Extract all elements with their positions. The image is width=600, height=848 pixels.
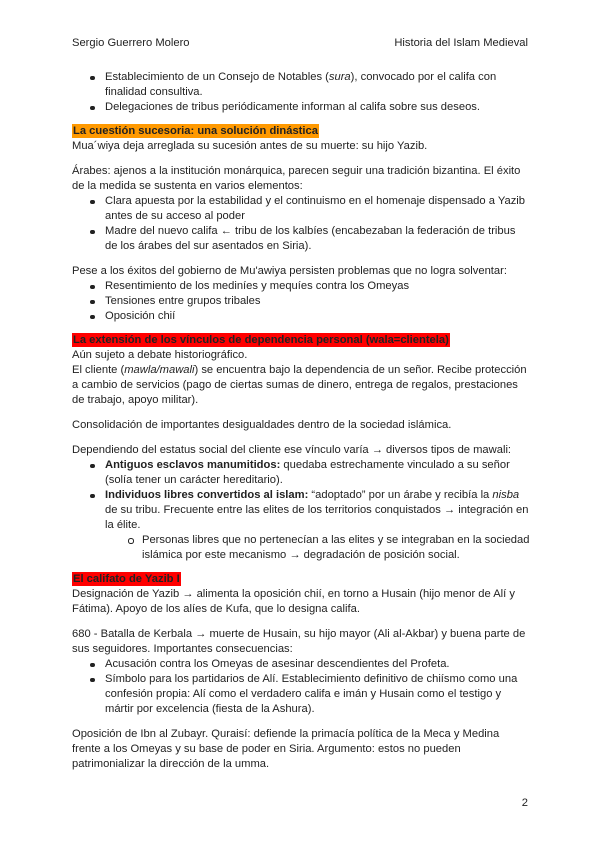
paragraph: Designación de Yazib → alimenta la oposición chií, en torno a Husain (hijo menor de Alí y Fátima). Apoyo de los alíes de Kufa, que lo designa califa. <box>72 588 515 615</box>
list-item: Oposición chií <box>72 309 530 324</box>
list-item: Individuos libres convertidos al islam: “adoptado” por un árabe y recibía la nisba de su tribu. Frecuente entre las elites de los territorios conquistados → integración en la élite. <box>72 488 530 533</box>
list-item: Acusación contra los Omeyas de asesinar descendientes del Profeta. <box>72 657 530 672</box>
page-number: 2 <box>521 797 528 809</box>
section-heading-succession: La cuestión sucesoria: una solución dinástica <box>73 125 318 137</box>
paragraph: Consolidación de importantes desigualdades dentro de la sociedad islámica. <box>72 419 452 431</box>
bullet-list <box>72 458 530 563</box>
list-item: Resentimiento de los mediníes y mequíes contra los Omeyas <box>72 279 530 294</box>
paragraph: 680 - Batalla de Kerbala → muerte de Husain, su hijo mayor (Ali al-Akbar) y buena parte de sus seguidores. Importantes consecuencias: <box>72 628 526 655</box>
paragraph: Árabes: ajenos a la institución monárquica, parecen seguir una tradición bizantina. El éxito de la medida se sustenta en varios elementos: <box>72 165 521 192</box>
list-item: Clara apuesta por la estabilidad y el continuismo en el homenaje dispensado a Yazib antes de su acceso al poder <box>72 194 530 224</box>
paragraph: Oposición de Ibn al Zubayr. Quraisí: defiende la primacía política de la Meca y Medina frente a los Omeyas y su base de poder en Siria. Argumento: estos no pueden patrimonializar la dirección de la umma. <box>72 728 500 770</box>
section-heading-dependency: La extensión de los vínculos de dependencia personal (wala=clientela) <box>73 334 449 346</box>
paragraph: Aún sujeto a debate historiográfico. <box>72 349 248 361</box>
header-author: Sergio Guerrero Molero <box>72 37 190 49</box>
list-item: Antiguos esclavos manumitidos: quedaba estrechamente vinculado a su señor (solía tener un carácter hereditario). <box>72 458 530 488</box>
document-body <box>72 70 530 772</box>
bullet-list <box>72 194 530 254</box>
header-title: Historia del Islam Medieval <box>394 37 528 49</box>
paragraph: Dependiendo del estatus social del cliente ese vínculo varía → diversos tipos de mawali: <box>72 444 512 456</box>
top-bullet-list <box>72 70 530 115</box>
page-header <box>72 36 528 51</box>
list-item: Tensiones entre grupos tribales <box>72 294 530 309</box>
bullet-list <box>72 657 530 717</box>
paragraph: Mua´wiya deja arreglada su sucesión antes de su muerte: su hijo Yazib. <box>72 140 428 152</box>
list-item: Madre del nuevo califa ← tribu de los kalbíes (encabezaban la federación de tribus de los árabes del sur asentados en Siria). <box>72 224 530 254</box>
sub-list-item: Personas libres que no pertenecían a las elites y se integraban en la sociedad islámica por este mecanismo → degradación de posición social. <box>72 533 530 563</box>
paragraph: Pese a los éxitos del gobierno de Mu'awiya persisten problemas que no logra solventar: <box>72 265 507 277</box>
list-item: Símbolo para los partidarios de Alí. Establecimiento definitivo de chiísmo como una confesión propia: Alí como el verdadero califa e imán y Husain como el testigo y mártir por excelencia (fiesta de la Ashura). <box>72 672 530 717</box>
bullet-list <box>72 279 530 324</box>
section-heading-yazib: El califato de Yazib I <box>73 573 180 585</box>
list-item: Establecimiento de un Consejo de Notables (sura), convocado por el califa con finalidad consultiva. <box>72 70 530 100</box>
list-item: Delegaciones de tribus periódicamente informan al califa sobre sus deseos. <box>72 100 530 115</box>
paragraph: El cliente (mawla/mawali) se encuentra bajo la dependencia de un señor. Recibe protección a cambio de servicios (pago de ciertas sumas de dinero, entrega de regalos, prestaciones de trabajo, apoyo militar). <box>72 364 527 406</box>
